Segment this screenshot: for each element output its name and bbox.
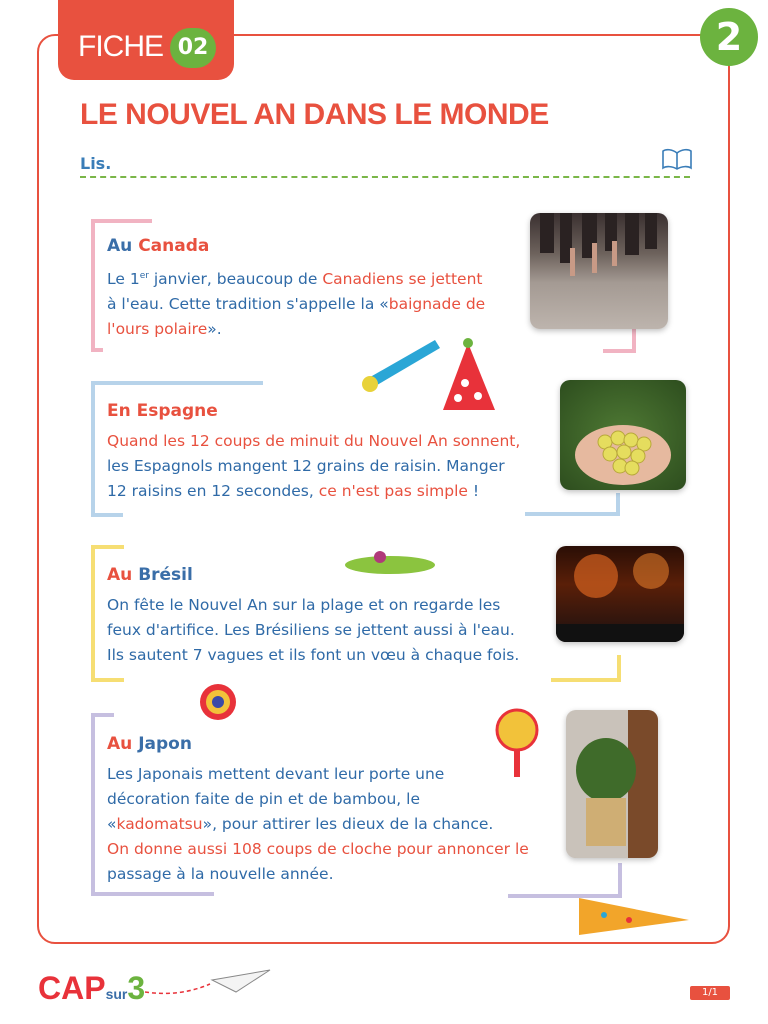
text-line [107,454,547,479]
text-line [107,429,547,454]
text-line [107,292,547,317]
text-segment: Ils sautent 7 vagues et ils font un vœu à chaque fois. [107,646,520,664]
bracket-canada-right [598,325,640,355]
page-badge: 2 [700,8,758,66]
text-segment: décoration faite de pin et de bambou, le [107,790,420,808]
rattle-icon [196,680,256,725]
text-segment: Le 1 [107,270,140,289]
text-segment: », pour attirer les dieux de la chance. [202,815,494,833]
paper-plane-icon [140,962,275,1002]
text-segment: Canadiens se jettent [322,270,483,289]
text-line [107,862,557,887]
text-line [107,479,547,504]
text-line [107,837,557,862]
instruction: Lis. [80,154,112,173]
noisemaker-icon [342,545,437,580]
text-segment: Quand les 12 coups de minuit du Nouvel An sonnent, [107,432,521,450]
section-title: En Espagne [107,401,218,421]
text-segment: er [139,271,149,281]
text-line [107,643,557,668]
fan-rattle-icon [492,705,552,780]
section-title: Au Japon [107,734,192,754]
section-canada [107,236,547,342]
text-segment: passage à la nouvelle année. [107,865,334,883]
text-segment: ce n'est pas simple [318,482,468,500]
text-segment: ! [467,482,480,500]
section-title: Au Canada [107,236,210,256]
text-segment: à l'eau. Cette tradition s'appelle la « [107,295,389,314]
cone-horn-icon [574,890,694,940]
party-horn-icon [360,330,450,400]
text-line [107,762,557,787]
text-line [107,787,557,812]
text-segment: les Espagnols mangent 12 grains de raisin. Manger [107,457,505,475]
text-segment: « [107,815,117,833]
page-count: 1/1 [690,986,730,1000]
text-line [107,264,547,292]
text-line [107,812,557,837]
text-segment: janvier, beaucoup de [148,270,323,289]
text-segment: l'ours polaire [107,320,208,339]
section-japon [107,734,557,887]
text-segment: On fête le Nouvel An sur la plage et on regarde les [107,596,501,614]
text-segment: kadomatsu [116,815,203,833]
fiche-number: 02 [170,28,216,68]
capsur-logo: CAPsur3 [38,970,146,1006]
text-segment: baignade de [388,295,486,314]
section-text [107,264,547,342]
text-segment: ». [207,320,222,339]
photo-grapes-in-hands [560,380,686,490]
text-line [107,593,557,618]
party-hat-icon [440,338,500,418]
photo-polar-bear-plunge [530,213,668,329]
text-line [107,618,557,643]
text-segment: 12 raisins en 12 secondes, [107,482,319,500]
dashed-divider [80,176,690,178]
text-segment: feux d'artifice. Les Brésiliens se jettent aussi à l'eau. [107,621,515,639]
photo-kadomatsu [566,710,658,858]
section-text [107,429,547,504]
book-icon [662,148,692,170]
text-segment: Les Japonais mettent devant leur porte une [107,765,445,783]
photo-fireworks-beach [556,546,684,642]
fiche-label: FICHE [78,30,163,63]
section-text [107,593,557,668]
page-title: LE NOUVEL AN DANS LE MONDE [80,98,549,131]
text-segment: On donne aussi 108 coups de cloche pour annoncer le [107,840,529,858]
section-bresil [107,565,557,668]
section-title: Au Brésil [107,565,193,585]
section-text [107,762,557,887]
bracket-bresil-right [548,652,623,684]
